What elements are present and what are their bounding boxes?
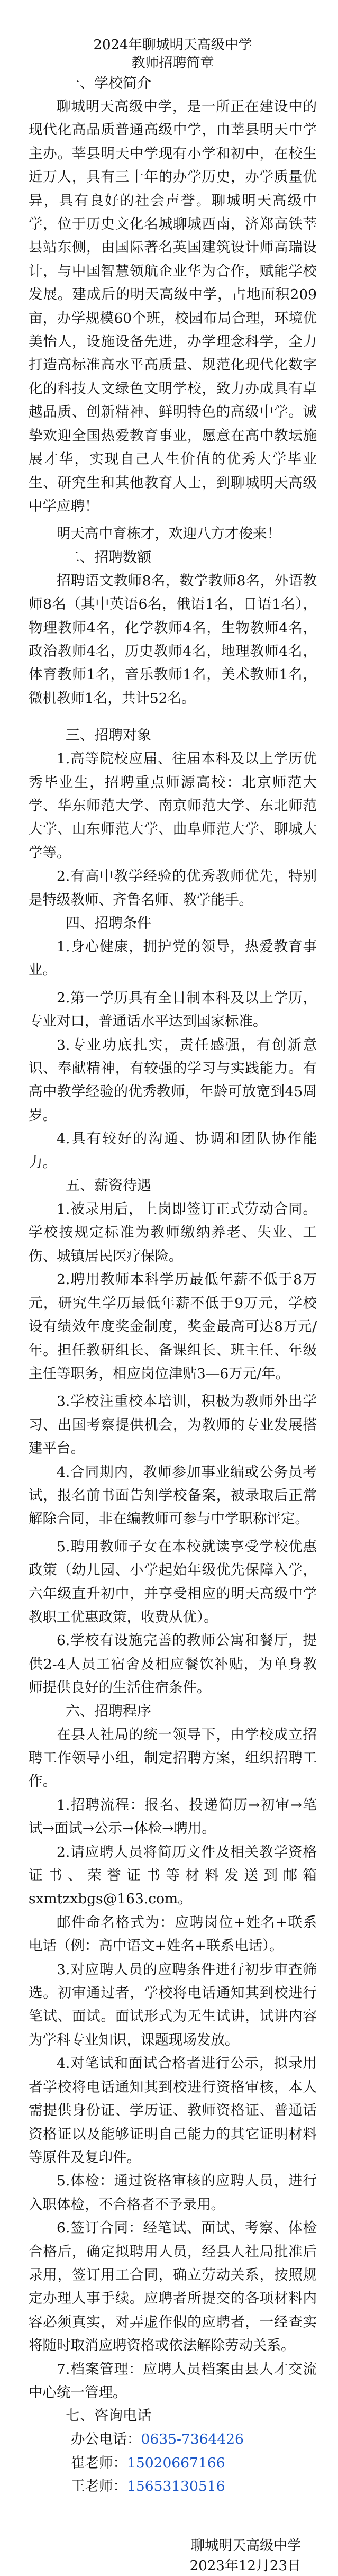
title-line-1: 2024年聊城明天高级中学: [93, 37, 252, 53]
signature-block: [29, 2536, 317, 2576]
procedure-item-7: 7.档案管理：应聘人员档案由县人才交流中心统一管理。: [29, 2361, 317, 2401]
salary-item-3: 3.学校注重校本培训，积极为教师外出学习、出国考察提供机会，为教师的专业发展搭建平台。: [29, 1393, 317, 1457]
section-heading-school-intro: 一、学校简介: [66, 75, 151, 92]
procedure-item-1: 1.招聘流程：报名、投递简历→初审→笔试→面试→公示→体检→聘用。: [29, 1796, 317, 1837]
salary-item-2: 2.聘用教师本科学历最低年薪不低于8万元，研究生学历最低年薪不低于9万元，学校设有绩效年度奖金制度，奖金最高可达8万元/年。担任教研组长、备课组长、班主任、年级主任等职务，相应岗位津贴3—6万元/年。: [29, 1271, 317, 1382]
section-heading-quota: 二、招聘数额: [66, 549, 151, 566]
salary-item-1: 1.被录用后，上岗即签订正式劳动合同。学校按规定标准为教师缴纳养老、失业、工伤、城镇居民医疗保险。: [29, 1201, 317, 1264]
contact-office: [29, 2428, 317, 2451]
document-title: [29, 36, 317, 72]
title-line-2: 教师招聘简章: [131, 55, 214, 71]
salary-item-6: 6.学校有设施完善的教师公寓和餐厅，提供2-4人员工宿舍及相应餐饮补贴，为单身教师提供良好的生活住宿条件。: [29, 1632, 317, 1696]
school-slogan: 明天高中育栋才，欢迎八方才俊来！: [57, 526, 281, 543]
requirement-item-1: 1.身心健康，拥护党的领导，热爱教育事业。: [29, 938, 317, 979]
procedure-intro: 在县人社局的统一领导下，由学校成立招聘工作领导小组，制定招聘方案，组织招聘工作。: [29, 1726, 317, 1790]
office-phone-label: 办公电话：: [71, 2431, 141, 2448]
target-item-1: 1.高等院校应届、往届本科及以上学历优秀毕业生，招聘重点师源高校：北京师范大学、华东师范大学、南京师范大学、东北师范大学、山东师范大学、曲阜师范大学、聊城大学等。: [29, 751, 317, 861]
signature-date: 2023年12月23日: [189, 2557, 301, 2574]
procedure-email-format: 邮件命名格式为：应聘岗位+姓名+联系电话（例：高中语文+姓名+联系电话）。: [29, 1914, 317, 1955]
quota-paragraph: 招聘语文教师8名，数学教师8名，外语教师8名（其中英语6名，俄语1名，日语1名），物理教师4名，化学教师4名，生物教师4名，政治教师4名，历史教师4名，地理教师4名，体育教师1名，音乐教师1名，美术教师1名，微机教师1名，共计52名。: [29, 572, 317, 707]
requirement-item-3: 3.专业功底扎实，责任感强，有创新意识、奉献精神，有较强的学习与实践能力。有高中教学经验的优秀教师，年龄可放宽到45周岁。: [29, 1036, 317, 1124]
signature-org: 聊城明天高级中学: [190, 2537, 301, 2554]
contact-wang: [29, 2475, 317, 2498]
wang-phone-label: 王老师：: [71, 2478, 127, 2495]
procedure-item-6: 6.签订合同：经笔试、面试、考察、体检合格后，确定拟聘用人员，经县人社局批准后录用，签订用工合同，确立劳动关系，按照规定办理人事手续。应聘者所提交的各项材料内容必须真实，对弄虚作假的应聘者，一经查实将随时取消应聘资格或依法解除劳动关系。: [29, 2220, 317, 2354]
requirement-item-2: 2.第一学历具有全日制本科及以上学历，专业对口，普通话水平达到国家标准。: [29, 989, 317, 1030]
salary-item-4: 4.合同期内，教师参加事业编或公务员考试，报名前书面告知学校备案，被录取后正常解除合同，非在编教师可参与中学职称评定。: [29, 1463, 317, 1527]
section-heading-requirements: 四、招聘条件: [66, 915, 151, 932]
procedure-item-5: 5.体检：通过资格审核的应聘人员，进行入职体检，不合格者不予录用。: [29, 2173, 317, 2213]
office-phone-link[interactable]: 0635-7364426: [141, 2431, 244, 2448]
school-intro-paragraph: 聊城明天高级中学，是一所正在建设中的现代化高品质普通高级中学，由莘县明天中学主办。莘县明天中学现有小学和初中，在校生近万人，具有三十年的办学历史，办学质量优异，具有良好的社会声誉。聊城明天高级中学，位于历史文化名城聊城西南，济郑高铁莘县站东侧，由国际著名英国建筑设计师高瑞设计，与中国智慧领航企业华为合作，赋能学校发展。建成后的明天高级中学，占地面积209亩，办学规模60个班，校园布局合理，环境优美怡人，设施设备先进，办学理念科学，全力打造高标准高水平高质量、规范化现代化数字化的科技人文绿色文明学校，致力办成具有卓越品质、创新精神、鲜明特色的高级中学。诚挚欢迎全国热爱教育事业，愿意在高中教坛施展才华，实现自己人生价值的优秀大学毕业生、研究生和其他教育人士，到聊城明天高级中学应聘！: [29, 98, 317, 514]
procedure-item-4: 4.对笔试和面试合格者进行公示，拟录用者学校将电话通知其到校进行资格审核，本人需提供身份证、学历证、教师资格证、普通话资格证以及能够证明自己能力的其它证明材料等原件及复印件。: [29, 2055, 317, 2166]
contact-cui: [29, 2452, 317, 2475]
section-heading-salary: 五、薪资待遇: [66, 1178, 151, 1195]
section-heading-contact: 七、咨询电话: [66, 2408, 151, 2425]
section-heading-target: 三、招聘对象: [66, 727, 151, 744]
cui-phone-label: 崔老师：: [71, 2454, 127, 2471]
target-item-2: 2.有高中教学经验的优秀教师优先，特别是特级教师、齐鲁名师、教学能手。: [29, 868, 317, 908]
salary-item-5: 5.聘用教师子女在本校就读享受学校优惠政策（幼儿园、小学起始年级优先保障入学，六年级直升初中，并享受相应的明天高级中学教职工优惠政策，收费从优）。: [29, 1538, 317, 1625]
requirement-item-4: 4.具有较好的沟通、协调和团队协作能力。: [29, 1131, 317, 1171]
procedure-item-2: 2.请应聘人员将简历文件及相关教学资格证书、荣誉证书等材料发送到邮箱sxmtzxbgs@163.com。: [29, 1843, 317, 1908]
wang-phone-link[interactable]: 15653130516: [127, 2478, 225, 2495]
procedure-item-3: 3.对应聘人员的应聘条件进行初步审查筛选。初审通过者，学校将电话通知其到校进行笔试、面试。面试形式为无生试讲，试讲内容为学科专业知识，课题现场发放。: [29, 1961, 317, 2048]
cui-phone-link[interactable]: 15020667166: [127, 2454, 225, 2471]
section-heading-procedure: 六、招聘程序: [66, 1703, 151, 1720]
